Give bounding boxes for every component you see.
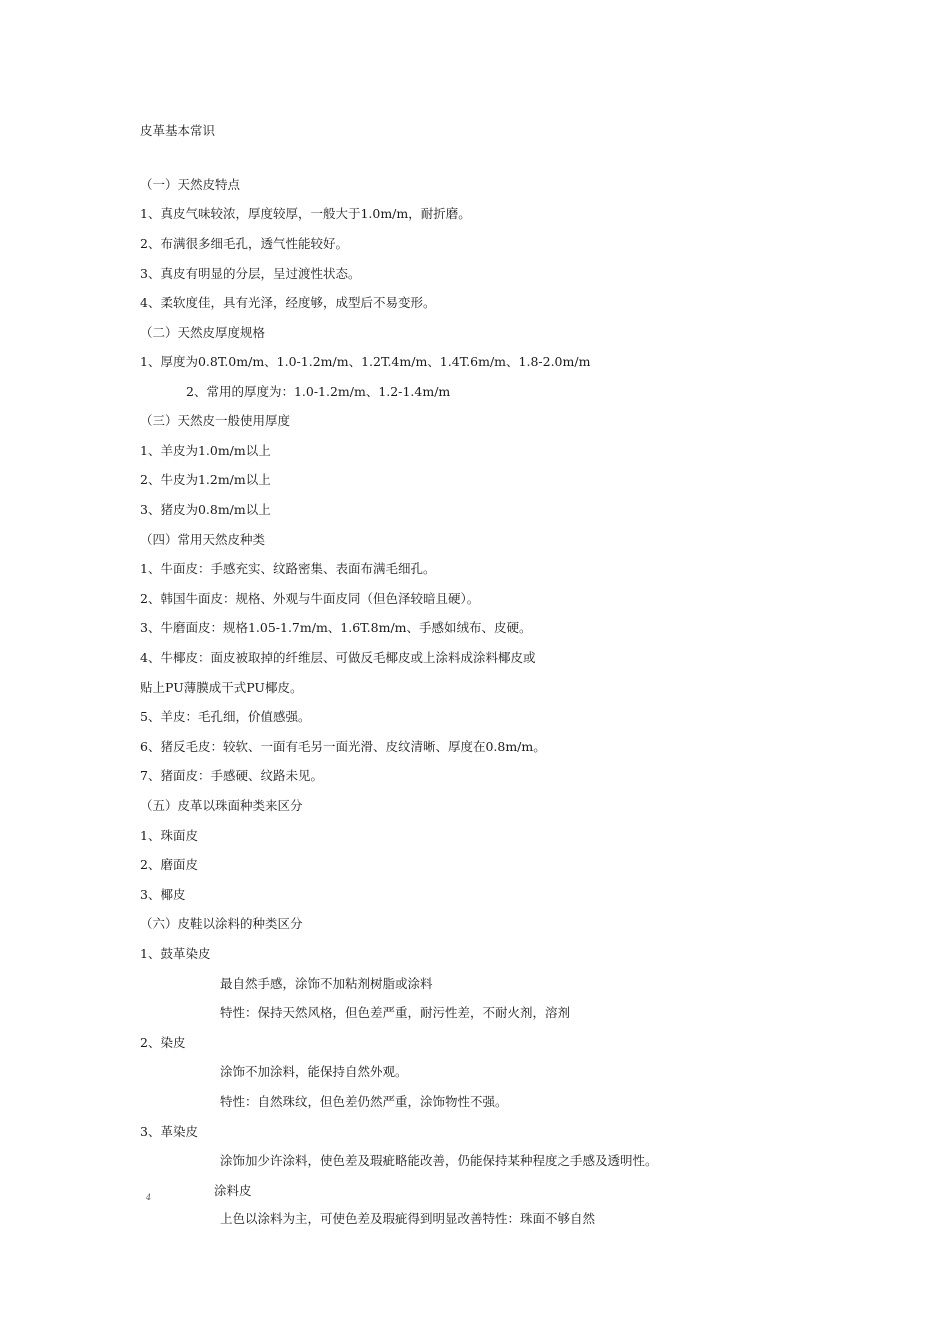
text-line: 特性：自然珠纹，但色差仍然严重，涂饰物性不强。 <box>220 1094 508 1109</box>
section-heading: （五）皮革以珠面种类来区分 <box>140 798 303 813</box>
text-line: 最自然手感，涂饰不加粘剂树脂或涂料 <box>220 976 433 991</box>
section-heading: （六）皮鞋以涂料的种类区分 <box>140 916 303 931</box>
text-line: 5、羊皮：毛孔细，价值感强。 <box>140 709 311 724</box>
text-line: 1、珠面皮 <box>140 828 198 843</box>
text-line: 3、革染皮 <box>140 1124 198 1139</box>
text-line: 4、柔软度佳，具有光泽，经度够，成型后不易变形。 <box>140 295 436 310</box>
text-line: 3、真皮有明显的分层，呈过渡性状态。 <box>140 266 361 281</box>
text-line: 2、牛皮为1.2m/m以上 <box>140 472 271 487</box>
section-heading: （二）天然皮厚度规格 <box>140 325 266 340</box>
text-line: 1、真皮气味较浓，厚度较厚，一般大于1.0m/m，耐折磨。 <box>140 206 471 221</box>
text-line: 3、椰皮 <box>140 887 186 902</box>
text-line: 涂饰不加涂料，能保持自然外观。 <box>220 1064 408 1079</box>
text-line: 贴上PU薄膜成干式PU椰皮。 <box>140 680 303 695</box>
text-line: 涂饰加少许涂料，使色差及瑕疵略能改善，仍能保持某种程度之手感及透明性。 <box>220 1153 658 1168</box>
text-line: 1、牛面皮：手感充实、纹路密集、表面布满毛细孔。 <box>140 561 436 576</box>
text-line: 6、猪反毛皮：较软、一面有毛另一面光滑、皮纹清晰、厚度在0.8m/m。 <box>140 739 546 754</box>
text-line: 上色以涂料为主，可使色差及瑕疵得到明显改善特性：珠面不够自然 <box>220 1211 596 1226</box>
text-line: 2、布满很多细毛孔，透气性能较好。 <box>140 236 348 251</box>
text-line: 2、染皮 <box>140 1035 186 1050</box>
document-title: 皮革基本常识 <box>140 123 216 138</box>
section-heading: （三）天然皮一般使用厚度 <box>140 413 291 428</box>
section-heading: （一）天然皮特点 <box>140 177 241 192</box>
section-heading: （四）常用天然皮种类 <box>140 532 266 547</box>
text-line: 3、牛磨面皮：规格1.05-1.7m/m、1.6T.8m/m、手感如绒布、皮硬。 <box>140 620 532 635</box>
text-line: 涂料皮 <box>214 1183 252 1198</box>
text-line: 1、羊皮为1.0m/m以上 <box>140 443 271 458</box>
text-line: 2、韩国牛面皮：规格、外观与牛面皮同（但色泽较暗且硬）。 <box>140 591 480 606</box>
list-marker: 4 <box>146 1193 152 1202</box>
text-line: 特性：保持天然风格，但色差严重，耐污性差，不耐火剂，溶剂 <box>220 1005 571 1020</box>
text-line: 4、牛椰皮：面皮被取掉的纤维层、可做反毛椰皮或上涂料成涂料椰皮或 <box>140 650 536 665</box>
text-line: 3、猪皮为0.8m/m以上 <box>140 502 271 517</box>
text-line: 7、猪面皮：手感硬、纹路未见。 <box>140 768 323 783</box>
text-line: 1、厚度为0.8T.0m/m、1.0-1.2m/m、1.2T.4m/m、1.4T.6m/m、1.8-2.0m/m <box>140 354 591 369</box>
text-line: 1、鼓革染皮 <box>140 946 211 961</box>
text-line: 2、常用的厚度为：1.0-1.2m/m、1.2-1.4m/m <box>186 384 451 399</box>
text-line: 2、磨面皮 <box>140 857 198 872</box>
